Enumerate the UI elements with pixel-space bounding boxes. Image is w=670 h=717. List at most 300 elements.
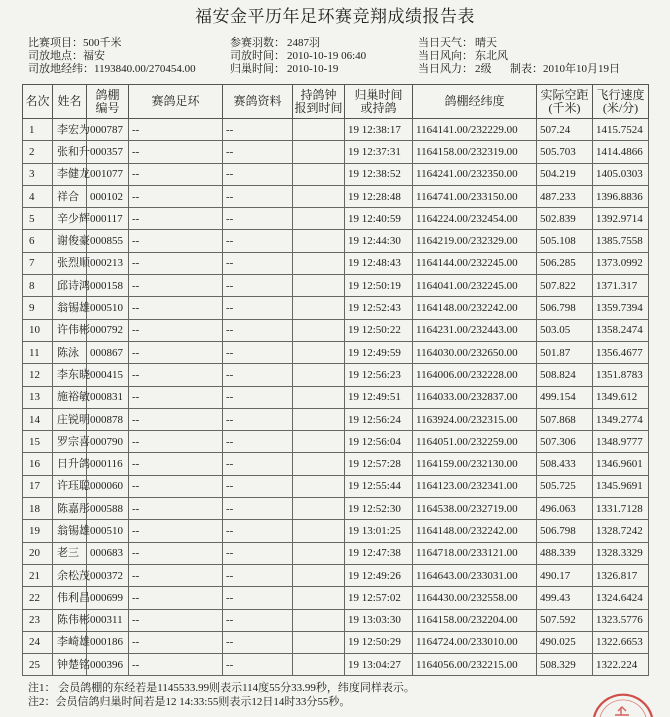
coords-cell: 1164219.00/232329.00 bbox=[413, 230, 537, 252]
footnote-2: 注2：会员信鸽归巢时间若是12 14:33:55则表示12日14时33分55秒。 bbox=[28, 696, 351, 708]
rank-cell: 10 bbox=[23, 319, 53, 341]
info-cell: -- bbox=[223, 542, 293, 564]
name-cell: 李东晓 bbox=[53, 364, 87, 386]
table-row bbox=[23, 542, 649, 564]
name-cell: 张烈顺 bbox=[53, 252, 87, 274]
rank-cell: 1 bbox=[23, 119, 53, 141]
footnote-1: 注1： 会员鸽棚的东经若是1145533.99则表示114度55分33.99秒，纬度同样表示。 bbox=[28, 682, 415, 694]
loft-id-cell: 000186 bbox=[87, 631, 129, 653]
clock-time-cell bbox=[293, 364, 345, 386]
distance-cell: 505.703 bbox=[537, 141, 593, 163]
distance-cell: 490.025 bbox=[537, 631, 593, 653]
clock-time-cell bbox=[293, 475, 345, 497]
name-cell: 祥合 bbox=[53, 185, 87, 207]
column-header-clock-time: 持鸽钟 报到时间 bbox=[293, 85, 345, 119]
column-header-coords: 鸽棚经纬度 bbox=[413, 85, 537, 119]
coords-cell: 1164718.00/233121.00 bbox=[413, 542, 537, 564]
clock-time-cell bbox=[293, 319, 345, 341]
loft-id-cell: 000372 bbox=[87, 564, 129, 586]
loft-id-cell: 000510 bbox=[87, 297, 129, 319]
clock-time-cell bbox=[293, 386, 345, 408]
rank-cell: 13 bbox=[23, 386, 53, 408]
arrival-cell: 19 13:04:27 bbox=[345, 654, 413, 676]
speed-cell: 1326.817 bbox=[593, 564, 649, 586]
ring-cell: -- bbox=[129, 542, 223, 564]
rank-cell: 15 bbox=[23, 431, 53, 453]
speed-cell: 1322.224 bbox=[593, 654, 649, 676]
clock-time-cell bbox=[293, 498, 345, 520]
clock-time-cell bbox=[293, 431, 345, 453]
arrival-cell: 19 12:38:17 bbox=[345, 119, 413, 141]
speed-cell: 1358.2474 bbox=[593, 319, 649, 341]
table-row bbox=[23, 475, 649, 497]
entry-count-value: 2487羽 bbox=[287, 37, 320, 49]
rank-cell: 12 bbox=[23, 364, 53, 386]
rank-cell: 25 bbox=[23, 654, 53, 676]
arrival-cell: 19 12:52:30 bbox=[345, 498, 413, 520]
info-line-1 bbox=[0, 37, 670, 50]
speed-cell: 1345.9691 bbox=[593, 475, 649, 497]
table-row bbox=[23, 431, 649, 453]
table-row bbox=[23, 319, 649, 341]
distance-cell: 507.24 bbox=[537, 119, 593, 141]
distance-cell: 507.822 bbox=[537, 275, 593, 297]
return-time bbox=[230, 63, 338, 76]
red-seal-stamp bbox=[588, 693, 658, 717]
speed-cell: 1324.6424 bbox=[593, 587, 649, 609]
ring-cell: -- bbox=[129, 431, 223, 453]
coords-cell: 1163924.00/232315.00 bbox=[413, 408, 537, 430]
table-row bbox=[23, 609, 649, 631]
race-info-block bbox=[0, 37, 670, 79]
entry-count-label: 参赛羽数： bbox=[230, 37, 285, 49]
loft-id-cell: 000831 bbox=[87, 386, 129, 408]
arrival-cell: 19 12:44:30 bbox=[345, 230, 413, 252]
distance-cell: 499.154 bbox=[537, 386, 593, 408]
loft-id-cell: 000102 bbox=[87, 185, 129, 207]
coords-cell: 1164056.00/232215.00 bbox=[413, 654, 537, 676]
release-time-label: 司放时间： bbox=[230, 50, 285, 62]
speed-cell: 1322.6653 bbox=[593, 631, 649, 653]
speed-cell: 1385.7558 bbox=[593, 230, 649, 252]
distance-cell: 505.108 bbox=[537, 230, 593, 252]
name-cell: 庄锐明 bbox=[53, 408, 87, 430]
rank-cell: 16 bbox=[23, 453, 53, 475]
ring-cell: -- bbox=[129, 408, 223, 430]
rank-cell: 8 bbox=[23, 275, 53, 297]
coords-cell: 1164033.00/232837.00 bbox=[413, 386, 537, 408]
ring-cell: -- bbox=[129, 475, 223, 497]
column-header-info: 赛鸽资料 bbox=[223, 85, 293, 119]
wind-direction-label: 当日风向： bbox=[418, 50, 473, 62]
name-cell: 许珏聪 bbox=[53, 475, 87, 497]
table-row bbox=[23, 564, 649, 586]
ring-cell: -- bbox=[129, 386, 223, 408]
info-line-3 bbox=[0, 63, 670, 76]
footnotes bbox=[28, 681, 588, 709]
table-row bbox=[23, 587, 649, 609]
arrival-cell: 19 12:49:59 bbox=[345, 341, 413, 363]
speed-cell: 1415.7524 bbox=[593, 119, 649, 141]
info-cell: -- bbox=[223, 319, 293, 341]
wind-force-label: 当日风力： bbox=[418, 63, 473, 75]
distance-cell: 502.839 bbox=[537, 208, 593, 230]
entry-count bbox=[230, 37, 320, 50]
info-cell: -- bbox=[223, 564, 293, 586]
info-cell: -- bbox=[223, 275, 293, 297]
rank-cell: 14 bbox=[23, 408, 53, 430]
distance-cell: 506.798 bbox=[537, 520, 593, 542]
loft-id-cell: 000699 bbox=[87, 587, 129, 609]
coords-cell: 1164741.00/233150.00 bbox=[413, 185, 537, 207]
distance-cell: 508.329 bbox=[537, 654, 593, 676]
loft-id-cell: 000396 bbox=[87, 654, 129, 676]
arrival-cell: 19 12:55:44 bbox=[345, 475, 413, 497]
name-cell: 余松茂 bbox=[53, 564, 87, 586]
table-row bbox=[23, 408, 649, 430]
name-cell: 李崎雄 bbox=[53, 631, 87, 653]
clock-time-cell bbox=[293, 542, 345, 564]
ring-cell: -- bbox=[129, 208, 223, 230]
table-row bbox=[23, 364, 649, 386]
speed-cell: 1396.8836 bbox=[593, 185, 649, 207]
table-row bbox=[23, 163, 649, 185]
clock-time-cell bbox=[293, 609, 345, 631]
rank-cell: 7 bbox=[23, 252, 53, 274]
ring-cell: -- bbox=[129, 185, 223, 207]
ring-cell: -- bbox=[129, 163, 223, 185]
speed-cell: 1349.2774 bbox=[593, 408, 649, 430]
info-cell: -- bbox=[223, 119, 293, 141]
speed-cell: 1328.7242 bbox=[593, 520, 649, 542]
clock-time-cell bbox=[293, 252, 345, 274]
clock-time-cell bbox=[293, 408, 345, 430]
loft-id-cell: 000790 bbox=[87, 431, 129, 453]
arrival-cell: 19 12:37:31 bbox=[345, 141, 413, 163]
table-row bbox=[23, 252, 649, 274]
name-cell: 许伟彬 bbox=[53, 319, 87, 341]
arrival-cell: 19 12:56:23 bbox=[345, 364, 413, 386]
distance-cell: 506.798 bbox=[537, 297, 593, 319]
clock-time-cell bbox=[293, 631, 345, 653]
distance-cell: 488.339 bbox=[537, 542, 593, 564]
rank-cell: 6 bbox=[23, 230, 53, 252]
release-time bbox=[230, 50, 366, 63]
arrival-cell: 19 12:47:38 bbox=[345, 542, 413, 564]
ring-cell: -- bbox=[129, 364, 223, 386]
info-cell: -- bbox=[223, 498, 293, 520]
info-cell: -- bbox=[223, 208, 293, 230]
coords-cell: 1164051.00/232259.00 bbox=[413, 431, 537, 453]
loft-id-cell: 000588 bbox=[87, 498, 129, 520]
info-cell: -- bbox=[223, 163, 293, 185]
info-cell: -- bbox=[223, 141, 293, 163]
info-cell: -- bbox=[223, 453, 293, 475]
name-cell: 老三 bbox=[53, 542, 87, 564]
speed-cell: 1323.5776 bbox=[593, 609, 649, 631]
seal-mark bbox=[615, 707, 629, 715]
ring-cell: -- bbox=[129, 453, 223, 475]
distance-cell: 490.17 bbox=[537, 564, 593, 586]
column-header-rank: 名次 bbox=[23, 85, 53, 119]
column-header-speed: 飞行速度 (米/分) bbox=[593, 85, 649, 119]
arrival-cell: 19 12:56:24 bbox=[345, 408, 413, 430]
loft-id-cell: 000787 bbox=[87, 119, 129, 141]
wind-direction-value: 东北风 bbox=[475, 50, 508, 62]
coords-cell: 1164144.00/232245.00 bbox=[413, 252, 537, 274]
prepared-date-label: 制表： bbox=[510, 63, 543, 75]
arrival-cell: 19 12:57:02 bbox=[345, 587, 413, 609]
clock-time-cell bbox=[293, 654, 345, 676]
weather bbox=[418, 37, 497, 50]
arrival-cell: 19 12:38:52 bbox=[345, 163, 413, 185]
name-cell: 李健龙 bbox=[53, 163, 87, 185]
rank-cell: 20 bbox=[23, 542, 53, 564]
arrival-cell: 19 12:40:59 bbox=[345, 208, 413, 230]
arrival-cell: 19 12:28:48 bbox=[345, 185, 413, 207]
coords-cell: 1164430.00/232558.00 bbox=[413, 587, 537, 609]
info-cell: -- bbox=[223, 386, 293, 408]
return-time-label: 归巢时间： bbox=[230, 63, 285, 75]
name-cell: 翁锡雄 bbox=[53, 520, 87, 542]
distance-cell: 504.219 bbox=[537, 163, 593, 185]
name-cell: 罗宗喜 bbox=[53, 431, 87, 453]
table-row bbox=[23, 119, 649, 141]
ring-cell: -- bbox=[129, 230, 223, 252]
coords-cell: 1164148.00/232242.00 bbox=[413, 297, 537, 319]
coords-cell: 1164030.00/232650.00 bbox=[413, 341, 537, 363]
ring-cell: -- bbox=[129, 275, 223, 297]
loft-id-cell: 000510 bbox=[87, 520, 129, 542]
distance-cell: 507.306 bbox=[537, 431, 593, 453]
rank-cell: 18 bbox=[23, 498, 53, 520]
ring-cell: -- bbox=[129, 587, 223, 609]
loft-id-cell: 000116 bbox=[87, 453, 129, 475]
name-cell: 陈伟彬 bbox=[53, 609, 87, 631]
results-table bbox=[22, 84, 649, 676]
table-row bbox=[23, 208, 649, 230]
name-cell: 翁锡雄 bbox=[53, 297, 87, 319]
table-row bbox=[23, 631, 649, 653]
clock-time-cell bbox=[293, 587, 345, 609]
rank-cell: 21 bbox=[23, 564, 53, 586]
coords-cell: 1164158.00/232204.00 bbox=[413, 609, 537, 631]
wind-force-value: 2级 bbox=[475, 63, 492, 75]
clock-time-cell bbox=[293, 297, 345, 319]
release-site-value: 福安 bbox=[83, 50, 105, 62]
speed-cell: 1346.9601 bbox=[593, 453, 649, 475]
coords-cell: 1164159.00/232130.00 bbox=[413, 453, 537, 475]
coords-cell: 1164224.00/232454.00 bbox=[413, 208, 537, 230]
distance-cell: 501.87 bbox=[537, 341, 593, 363]
info-cell: -- bbox=[223, 341, 293, 363]
loft-id-cell: 000060 bbox=[87, 475, 129, 497]
ring-cell: -- bbox=[129, 564, 223, 586]
ring-cell: -- bbox=[129, 654, 223, 676]
name-cell: 伟利昌 bbox=[53, 587, 87, 609]
info-cell: -- bbox=[223, 408, 293, 430]
info-cell: -- bbox=[223, 654, 293, 676]
rank-cell: 4 bbox=[23, 185, 53, 207]
info-cell: -- bbox=[223, 609, 293, 631]
ring-cell: -- bbox=[129, 119, 223, 141]
race-event-label: 比赛项目： bbox=[28, 37, 83, 49]
rank-cell: 24 bbox=[23, 631, 53, 653]
table-row bbox=[23, 498, 649, 520]
distance-cell: 507.592 bbox=[537, 609, 593, 631]
info-cell: -- bbox=[223, 252, 293, 274]
speed-cell: 1359.7394 bbox=[593, 297, 649, 319]
info-cell: -- bbox=[223, 631, 293, 653]
release-coords bbox=[28, 63, 196, 76]
release-coords-value: 1193840.00/270454.00 bbox=[94, 63, 196, 75]
table-row bbox=[23, 275, 649, 297]
speed-cell: 1328.3329 bbox=[593, 542, 649, 564]
rank-cell: 19 bbox=[23, 520, 53, 542]
release-time-value: 2010-10-19 06:40 bbox=[287, 50, 367, 62]
speed-cell: 1356.4677 bbox=[593, 341, 649, 363]
prepared-date-value: 2010年10月19日 bbox=[543, 63, 620, 75]
return-time-value: 2010-10-19 bbox=[287, 63, 339, 75]
rank-cell: 11 bbox=[23, 341, 53, 363]
loft-id-cell: 000415 bbox=[87, 364, 129, 386]
table-row bbox=[23, 141, 649, 163]
rank-cell: 3 bbox=[23, 163, 53, 185]
speed-cell: 1371.317 bbox=[593, 275, 649, 297]
wind-force bbox=[418, 63, 492, 76]
release-coords-label: 司放地经纬： bbox=[28, 63, 94, 75]
table-row bbox=[23, 185, 649, 207]
column-header-loft-id: 鸽棚 编号 bbox=[87, 85, 129, 119]
info-cell: -- bbox=[223, 520, 293, 542]
clock-time-cell bbox=[293, 230, 345, 252]
arrival-cell: 19 12:50:19 bbox=[345, 275, 413, 297]
report-title: 福安金平历年足环赛竞翔成绩报告表 bbox=[195, 7, 475, 26]
ring-cell: -- bbox=[129, 520, 223, 542]
coords-cell: 1164158.00/232319.00 bbox=[413, 141, 537, 163]
distance-cell: 487.233 bbox=[537, 185, 593, 207]
info-cell: -- bbox=[223, 230, 293, 252]
release-site-label: 司放地点： bbox=[28, 50, 83, 62]
clock-time-cell bbox=[293, 275, 345, 297]
clock-time-cell bbox=[293, 163, 345, 185]
coords-cell: 1164148.00/232242.00 bbox=[413, 520, 537, 542]
coords-cell: 1164041.00/232245.00 bbox=[413, 275, 537, 297]
info-cell: -- bbox=[223, 297, 293, 319]
name-cell: 钟楚铭 bbox=[53, 654, 87, 676]
speed-cell: 1349.612 bbox=[593, 386, 649, 408]
ring-cell: -- bbox=[129, 141, 223, 163]
clock-time-cell bbox=[293, 564, 345, 586]
arrival-cell: 19 12:48:43 bbox=[345, 252, 413, 274]
speed-cell: 1405.0303 bbox=[593, 163, 649, 185]
name-cell: 辛少辉 bbox=[53, 208, 87, 230]
loft-id-cell: 000117 bbox=[87, 208, 129, 230]
speed-cell: 1348.9777 bbox=[593, 431, 649, 453]
info-cell: -- bbox=[223, 431, 293, 453]
table-row bbox=[23, 453, 649, 475]
arrival-cell: 19 12:57:28 bbox=[345, 453, 413, 475]
info-cell: -- bbox=[223, 475, 293, 497]
coords-cell: 1164724.00/233010.00 bbox=[413, 631, 537, 653]
clock-time-cell bbox=[293, 119, 345, 141]
speed-cell: 1331.7128 bbox=[593, 498, 649, 520]
loft-id-cell: 000213 bbox=[87, 252, 129, 274]
arrival-cell: 19 12:50:22 bbox=[345, 319, 413, 341]
table-header-row bbox=[23, 85, 649, 119]
info-cell: -- bbox=[223, 185, 293, 207]
name-cell: 李宏为 bbox=[53, 119, 87, 141]
name-cell: 施裕敏 bbox=[53, 386, 87, 408]
arrival-cell: 19 12:56:04 bbox=[345, 431, 413, 453]
rank-cell: 23 bbox=[23, 609, 53, 631]
weather-value: 晴天 bbox=[475, 37, 497, 49]
column-header-arrival: 归巢时间 或持鸽 bbox=[345, 85, 413, 119]
wind-direction bbox=[418, 50, 508, 63]
coords-cell: 1164538.00/232719.00 bbox=[413, 498, 537, 520]
arrival-cell: 19 13:03:30 bbox=[345, 609, 413, 631]
loft-id-cell: 000311 bbox=[87, 609, 129, 631]
table-row bbox=[23, 654, 649, 676]
name-cell: 陈嘉彤 bbox=[53, 498, 87, 520]
distance-cell: 496.063 bbox=[537, 498, 593, 520]
arrival-cell: 19 12:52:43 bbox=[345, 297, 413, 319]
ring-cell: -- bbox=[129, 609, 223, 631]
distance-cell: 506.285 bbox=[537, 252, 593, 274]
loft-id-cell: 000855 bbox=[87, 230, 129, 252]
speed-cell: 1392.9714 bbox=[593, 208, 649, 230]
speed-cell: 1414.4866 bbox=[593, 141, 649, 163]
ring-cell: -- bbox=[129, 319, 223, 341]
speed-cell: 1373.0992 bbox=[593, 252, 649, 274]
rank-cell: 9 bbox=[23, 297, 53, 319]
loft-id-cell: 001077 bbox=[87, 163, 129, 185]
rank-cell: 22 bbox=[23, 587, 53, 609]
ring-cell: -- bbox=[129, 631, 223, 653]
clock-time-cell bbox=[293, 453, 345, 475]
rank-cell: 5 bbox=[23, 208, 53, 230]
loft-id-cell: 000792 bbox=[87, 319, 129, 341]
info-cell: -- bbox=[223, 587, 293, 609]
coords-cell: 1164241.00/232350.00 bbox=[413, 163, 537, 185]
clock-time-cell bbox=[293, 185, 345, 207]
race-event bbox=[28, 37, 122, 50]
table-row bbox=[23, 386, 649, 408]
table-body bbox=[23, 119, 649, 676]
distance-cell: 499.43 bbox=[537, 587, 593, 609]
distance-cell: 505.725 bbox=[537, 475, 593, 497]
distance-cell: 503.05 bbox=[537, 319, 593, 341]
arrival-cell: 19 12:49:26 bbox=[345, 564, 413, 586]
name-cell: 张和升 bbox=[53, 141, 87, 163]
loft-id-cell: 000683 bbox=[87, 542, 129, 564]
speed-cell: 1351.8783 bbox=[593, 364, 649, 386]
column-header-name: 姓名 bbox=[53, 85, 87, 119]
clock-time-cell bbox=[293, 341, 345, 363]
clock-time-cell bbox=[293, 141, 345, 163]
coords-cell: 1164643.00/233031.00 bbox=[413, 564, 537, 586]
column-header-ring: 赛鸽足环 bbox=[129, 85, 223, 119]
seal-ring bbox=[594, 695, 652, 717]
arrival-cell: 19 12:50:29 bbox=[345, 631, 413, 653]
table-row bbox=[23, 297, 649, 319]
loft-id-cell: 000158 bbox=[87, 275, 129, 297]
info-cell: -- bbox=[223, 364, 293, 386]
loft-id-cell: 000878 bbox=[87, 408, 129, 430]
distance-cell: 507.868 bbox=[537, 408, 593, 430]
table-row bbox=[23, 341, 649, 363]
clock-time-cell bbox=[293, 520, 345, 542]
